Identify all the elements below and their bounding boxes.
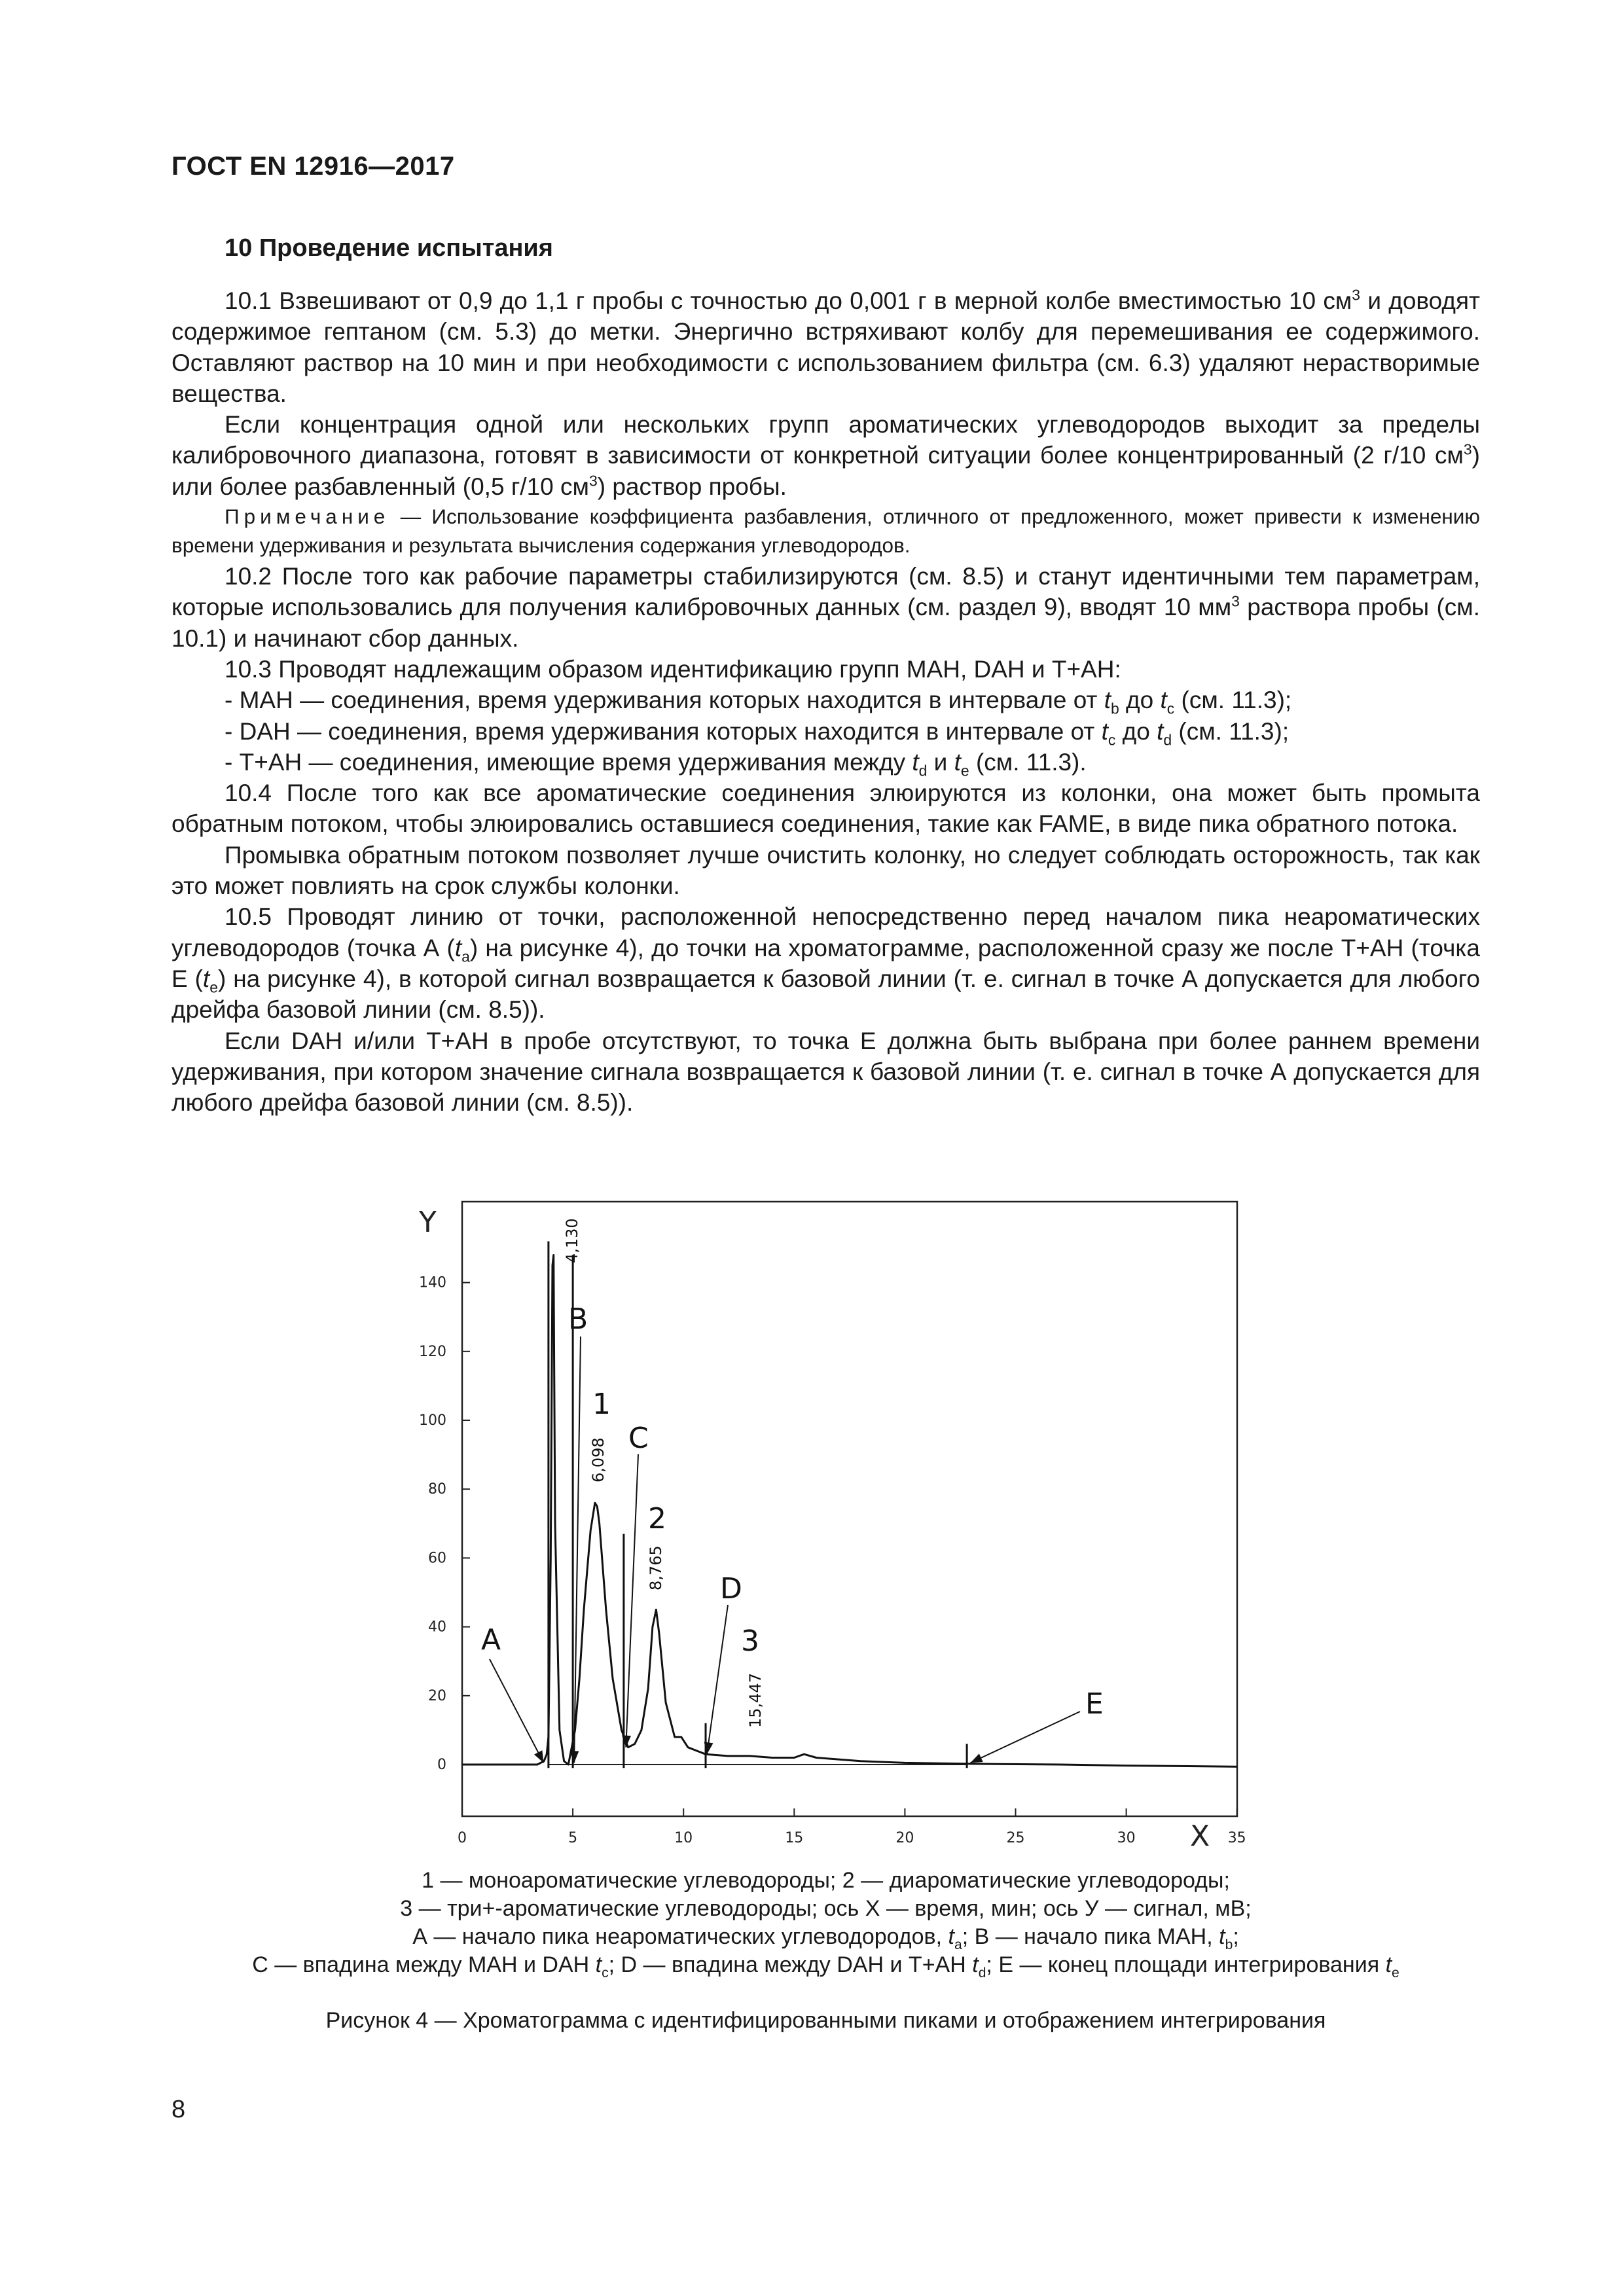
list-item-dah: - DAH — соединения, время удерживания которых находится в интервале от $t_c$ до $t_d$ (см. 11.3); bbox=[225, 717, 1290, 748]
peak-number-1: 1 bbox=[592, 1388, 611, 1421]
list-item-tah: - Т+АН — соединения, имеющие время удерживания между $t_d$ и $t_e$ (см. 11.3). bbox=[225, 748, 1087, 780]
x-tick-label: 35 bbox=[1227, 1830, 1246, 1846]
marker-arrowhead-a bbox=[534, 1750, 544, 1763]
paragraph-10-4: 10.4 После того как все ароматические соединения элюируются из колонки, она может быть промыта обратным потоком, чтобы элюировались оставшиеся соединения, такие как FAME, в виде пика обратного потока. bbox=[171, 780, 1480, 838]
x-tick-label: 15 bbox=[785, 1830, 804, 1846]
x-tick-label: 20 bbox=[895, 1830, 914, 1846]
note: Примечание — Использование коэффициента разбавления, отличного от предложенного, может привести к изменению времени удерживания и результата вычисления содержания углеводородов. bbox=[171, 505, 1480, 558]
figure-legend bbox=[171, 1867, 1480, 1979]
paragraph-concentration: Если концентрация одной или нескольких групп ароматических углеводородов выходит за пределы калибровочного диапазона, готовят в зависимости от конкретной ситуации более концентрированный (2 г/10 $см^3$) или более разбавленный (0,5 г/10 $см^3$) раствор пробы. bbox=[171, 411, 1480, 500]
y-axis-label: Y bbox=[419, 1206, 437, 1239]
x-tick-label: 30 bbox=[1117, 1830, 1136, 1846]
y-tick-label: 0 bbox=[437, 1757, 446, 1773]
y-tick-label: 100 bbox=[419, 1412, 446, 1429]
peak-retention-label: 15,447 bbox=[746, 1673, 765, 1728]
body-text bbox=[171, 285, 1480, 1118]
chromatogram-figure bbox=[393, 1191, 1263, 1846]
peak-retention-label: 4,130 bbox=[563, 1218, 581, 1263]
y-tick-label: 120 bbox=[419, 1343, 446, 1360]
marker-arrow-a bbox=[490, 1659, 544, 1763]
paragraph-10-1: 10.1 Взвешивают от 0,9 до 1,1 г пробы с точностью до 0,001 г в мерной колбе вместимостью 10 $см^3$ и доводят содержимое гептаном (см. 5.3) до метки. Энергично встряхивают колбу для перемешивания ее содержимого. Оставляют раствор на 10 мин и при необходимости с использованием фильтра (см. 6.3) удаляют нерастворимые вещества. bbox=[171, 286, 1480, 407]
x-tick-label: 10 bbox=[674, 1830, 693, 1846]
marker-label-e: E bbox=[1085, 1687, 1104, 1721]
chromatogram-chart bbox=[393, 1191, 1263, 1846]
paragraph-point-e: Если DAH и/или Т+АН в пробе отсутствуют, то точка Е должна быть выбрана при более раннем времени удерживания, при котором значение сигнала возвращается к базовой линии (т. е. сигнал в точке А допускается для любого дрейфа базовой линии (см. 8.5)). bbox=[171, 1027, 1480, 1117]
marker-label-b: B bbox=[568, 1302, 588, 1336]
figure-caption: Рисунок 4 — Хроматограмма с идентифицированными пиками и отображением интегрирования bbox=[325, 2008, 1326, 2033]
marker-arrow-d bbox=[707, 1605, 728, 1754]
peak-retention-label: 8,765 bbox=[647, 1545, 665, 1590]
paragraph-backflush: Промывка обратным потоком позволяет лучше очистить колонку, но следует соблюдать осторожность, так как это может повлиять на срок службы колонки. bbox=[171, 841, 1480, 900]
paragraph-10-2: 10.2 После того как рабочие параметры стабилизируются (см. 8.5) и станут идентичными тем параметрам, которые использовались для получения калибровочных данных (см. раздел 9), вводят 10 $мм^3$ раствора пробы (см. 10.1) и начинают сбор данных. bbox=[171, 563, 1480, 652]
marker-arrow-e bbox=[970, 1712, 1080, 1763]
marker-label-d: D bbox=[720, 1572, 742, 1605]
legend-line-2: 3 — три+-ароматические углеводороды; ось Х — время, мин; ось У — сигнал, мВ; bbox=[400, 1896, 1252, 1921]
y-tick-label: 40 bbox=[428, 1619, 446, 1636]
list-item-mah: - МАН — соединения, время удерживания которых находится в интервале от $t_b$ до $t_c$ (см. 11.3); bbox=[225, 687, 1292, 717]
section-title: 10 Проведение испытания bbox=[225, 234, 553, 262]
marker-arrowhead-b bbox=[569, 1751, 579, 1763]
marker-arrowhead-e bbox=[971, 1753, 983, 1763]
peak-retention-label: 6,098 bbox=[589, 1437, 607, 1482]
legend-line-3: А — начало пика неароматических углеводородов, $t_a$; В — начало пика МАН, $t_b$; bbox=[412, 1924, 1239, 1952]
y-tick-label: 140 bbox=[419, 1274, 446, 1291]
page-number: 8 bbox=[171, 2096, 186, 2123]
marker-arrow-c bbox=[626, 1454, 638, 1748]
peak-number-2: 2 bbox=[648, 1502, 666, 1535]
paragraph-10-5: 10.5 Проводят линию от точки, расположенной непосредственно перед началом пика неароматических углеводородов (точка А $(t_a)$ на рисунке 4), до точки на хроматограмме, расположенной сразу же после Т+АН (точка Е $(t_e)$ на рисунке 4), в которой сигнал возвращается к базовой линии (т. е. сигнал в точке А допускается для любого дрейфа базовой линии (см. 8.5)). bbox=[171, 903, 1480, 1024]
x-tick-label: 5 bbox=[568, 1830, 578, 1846]
y-tick-label: 20 bbox=[428, 1687, 446, 1704]
y-tick-label: 60 bbox=[428, 1550, 446, 1567]
document-code: ГОСТ EN 12916—2017 bbox=[171, 152, 455, 181]
x-tick-label: 25 bbox=[1006, 1830, 1025, 1846]
peak-number-3: 3 bbox=[741, 1624, 759, 1658]
paragraph-10-3: 10.3 Проводят надлежащим образом идентификацию групп МАН, DAH и Т+АН: bbox=[225, 655, 1121, 683]
x-tick-label: 0 bbox=[458, 1830, 467, 1846]
x-axis-label: X bbox=[1190, 1820, 1210, 1846]
legend-line-1: 1 — моноароматические углеводороды; 2 — диароматические углеводороды; bbox=[422, 1868, 1230, 1893]
y-tick-label: 80 bbox=[428, 1481, 446, 1498]
marker-label-a: A bbox=[481, 1623, 501, 1657]
legend-line-4: С — впадина между МАН и DAH $t_c$; D — впадина между DAH и Т+АН $t_d$; Е — конец площади интегрирования $t_e$ bbox=[252, 1952, 1399, 1981]
marker-label-c: C bbox=[628, 1422, 649, 1455]
